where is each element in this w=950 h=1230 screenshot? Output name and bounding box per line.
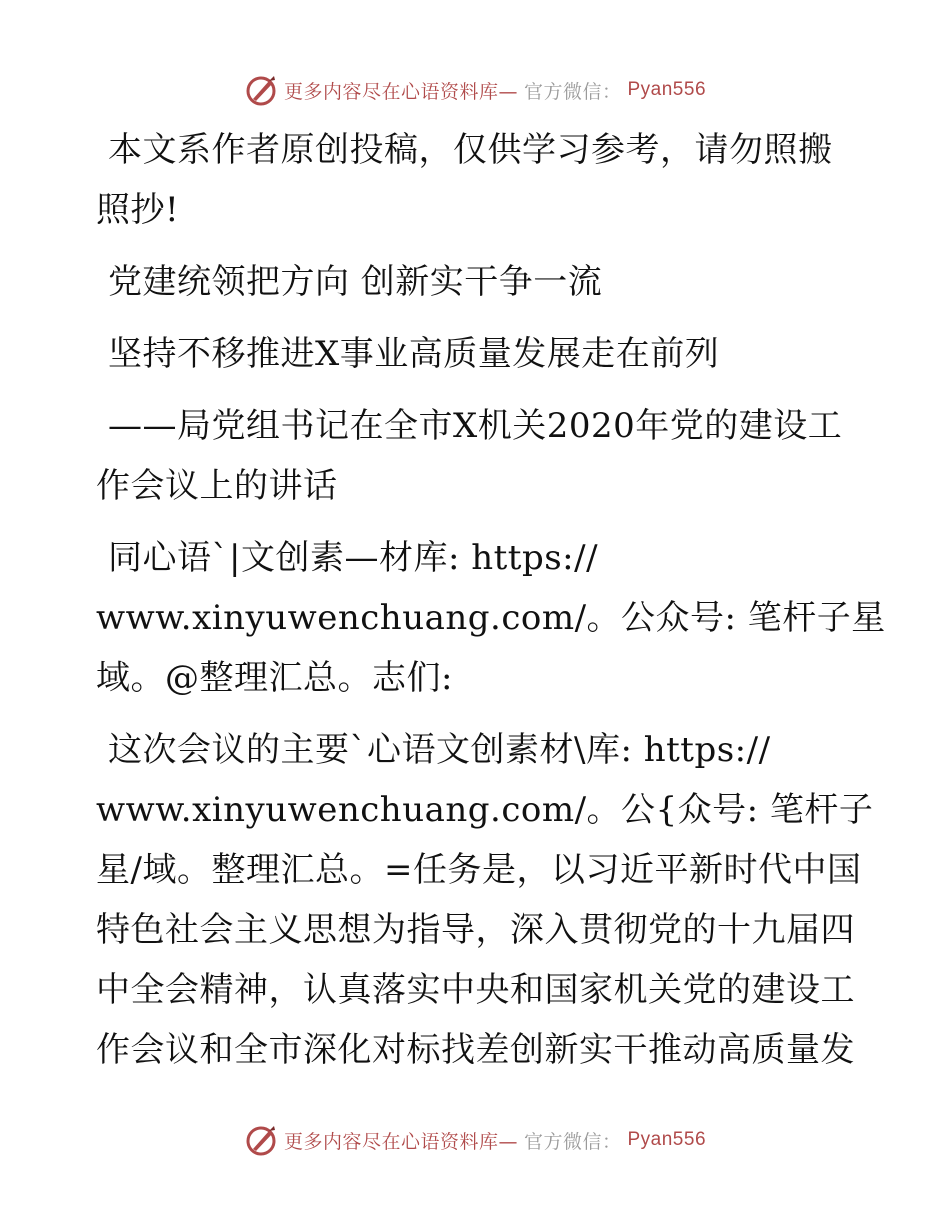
banner-text: 更多内容尽在心语资料库— — [283, 80, 518, 103]
body-line: ——局党组书记在全市X机关2020年党的建设工 — [108, 406, 843, 446]
body-line: 作会议和全市深化对标找差创新实干推动高质量发 — [96, 1030, 855, 1070]
body-line: 星/域。整理汇总。=任务是，以习近平新时代中国 — [96, 850, 862, 890]
body-line: 中全会精神，认真落实中央和国家机关党的建设工 — [96, 970, 855, 1010]
body-line: 特色社会主义思想为指导，深入贯彻党的十九届四 — [96, 910, 855, 950]
banner-wechat-id: Pyan556 — [627, 1129, 707, 1150]
document-body — [96, 120, 886, 1080]
body-line: 本文系作者原创投稿，仅供学习参考，请勿照搬 — [108, 130, 833, 170]
document-title: 党建统领把方向 创新实干争一流 — [108, 262, 603, 302]
quill-logo-icon — [244, 1123, 278, 1157]
quill-logo-icon — [244, 73, 278, 107]
banner-wechat-label: 官方微信： — [523, 1130, 622, 1153]
body-line: 照抄! — [96, 190, 180, 230]
body-line: www.xinyuwenchuang.com/。公{众号: 笔杆子 — [96, 790, 874, 830]
body-line: 这次会议的主要`心语文创素材\库: https:// — [108, 730, 771, 770]
body-line: 域。@整理汇总。志们: — [96, 658, 453, 698]
banner-wechat-label: 官方微信： — [523, 80, 622, 103]
footer-banner — [0, 1120, 950, 1160]
document-subtitle: 坚持不移推进X事业高质量发展走在前列 — [108, 334, 720, 374]
banner-text: 更多内容尽在心语资料库— — [283, 1130, 518, 1153]
body-line: 作会议上的讲话 — [96, 466, 338, 506]
banner-wechat-id: Pyan556 — [627, 79, 707, 100]
body-line: 同心语`|文创素—材库: https:// — [108, 538, 599, 578]
body-line: www.xinyuwenchuang.com/。公众号: 笔杆子星 — [96, 598, 886, 638]
header-banner — [0, 70, 950, 110]
